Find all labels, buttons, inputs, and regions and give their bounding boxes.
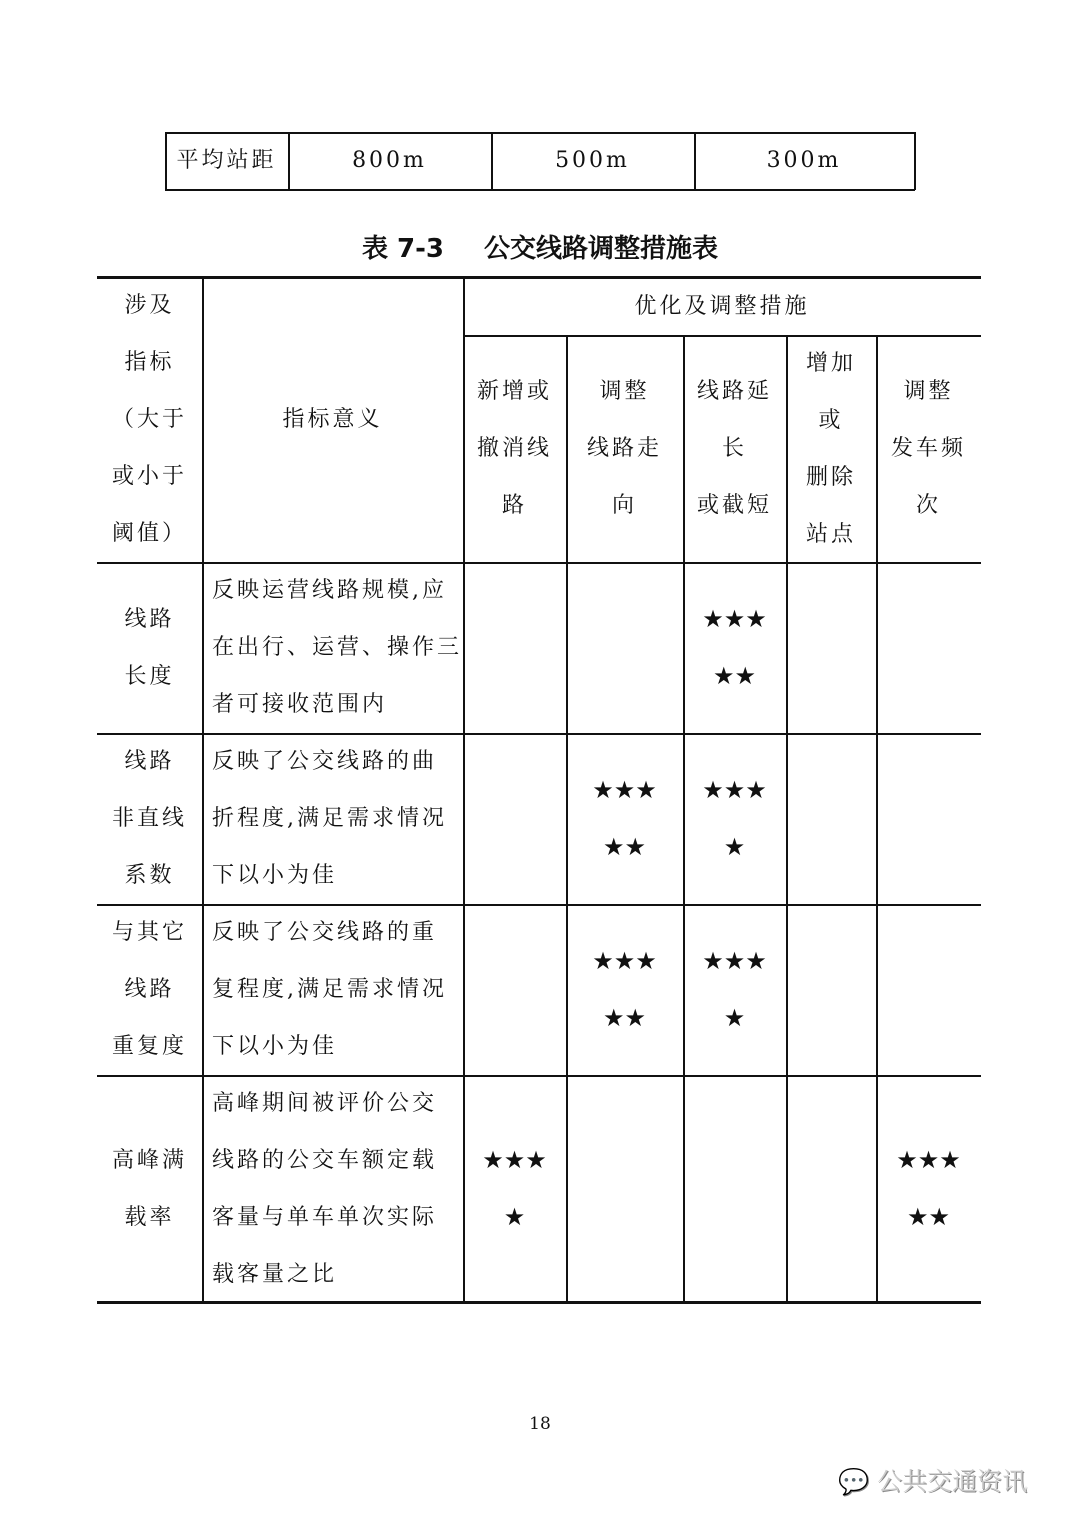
horizontal-rule bbox=[165, 189, 915, 191]
cell-text-line: （大于 bbox=[111, 407, 187, 432]
cell-text-line: ★★ bbox=[906, 1202, 951, 1231]
star-rating bbox=[463, 1075, 566, 1302]
cell-text-line: 线路 bbox=[124, 977, 175, 1002]
cell-text-line: ★★★ bbox=[702, 946, 767, 975]
spacing-label bbox=[165, 132, 288, 189]
vertical-rule bbox=[914, 132, 916, 190]
cell-text-line: 或小于 bbox=[111, 464, 187, 489]
cell-text-line: 折程度,满足需求情况 bbox=[212, 806, 447, 831]
spacing-value bbox=[491, 132, 694, 189]
star-rating bbox=[683, 904, 786, 1075]
cell-text-line: 或截短 bbox=[696, 493, 772, 518]
cell-text-line: ★★★ bbox=[702, 604, 767, 633]
header-measure bbox=[463, 335, 566, 562]
cell-text-line: 复程度,满足需求情况 bbox=[212, 977, 447, 1002]
star-rating bbox=[786, 904, 876, 1075]
indicator-name bbox=[97, 1075, 202, 1302]
cell-text-line: 线路 bbox=[124, 606, 175, 632]
cell-text-line: 300m bbox=[766, 148, 842, 173]
cell-text-line: 高峰满 bbox=[111, 1147, 187, 1173]
cell-text-line: 者可接收范围内 bbox=[212, 692, 388, 717]
cell-text-line: ★★ bbox=[602, 832, 647, 861]
star-rating bbox=[566, 733, 683, 904]
cell-text-line: 线路的公交车额定载 bbox=[212, 1147, 438, 1173]
star-rating bbox=[566, 1075, 683, 1302]
header-measures-group bbox=[463, 277, 981, 335]
cell-text-line: ★★★ bbox=[896, 1145, 961, 1174]
cell-text-line: 新增或 bbox=[476, 379, 552, 404]
cell-text-line: 删除 bbox=[805, 464, 856, 490]
star-rating bbox=[463, 562, 566, 733]
wechat-icon: 💬 bbox=[838, 1467, 870, 1496]
cell-text-line: 平均站距 bbox=[176, 148, 277, 173]
star-rating bbox=[876, 904, 981, 1075]
cell-text-line: ★ bbox=[723, 832, 746, 861]
cell-text-line: 指标意义 bbox=[282, 407, 383, 432]
star-rating bbox=[566, 904, 683, 1075]
cell-text-line: ★★★ bbox=[592, 946, 657, 975]
cell-text-line: 下以小为佳 bbox=[212, 863, 338, 888]
header-indicator bbox=[97, 277, 202, 562]
spacing-value bbox=[288, 132, 491, 189]
cell-text-line: 站点 bbox=[805, 521, 856, 547]
cell-text-line: 与其它 bbox=[111, 920, 187, 945]
cell-text-line: 优化及调整措施 bbox=[634, 293, 810, 319]
star-rating bbox=[683, 733, 786, 904]
star-rating bbox=[876, 1075, 981, 1302]
cell-text-line: 反映了公交线路的曲 bbox=[212, 749, 438, 774]
cell-text-line: 涉及 bbox=[124, 293, 175, 318]
indicator-meaning bbox=[202, 1075, 463, 1302]
cell-text-line: 调整 bbox=[599, 379, 650, 404]
cell-text-line: 在出行、运营、操作三 bbox=[212, 635, 463, 660]
indicator-meaning bbox=[202, 733, 463, 904]
cell-text-line: 800m bbox=[352, 148, 427, 173]
star-rating bbox=[463, 733, 566, 904]
page-number: 18 bbox=[529, 1414, 551, 1434]
cell-text-line: 反映了公交线路的重 bbox=[212, 920, 438, 945]
watermark bbox=[838, 1462, 1027, 1498]
star-rating bbox=[463, 904, 566, 1075]
cell-text-line: 增加 bbox=[805, 350, 856, 376]
cell-text-line: 长 bbox=[721, 436, 747, 461]
cell-text-line: 撤消线 bbox=[476, 436, 552, 461]
cell-text-line: 载客量之比 bbox=[212, 1261, 338, 1287]
star-rating bbox=[876, 733, 981, 904]
cell-text-line: 次 bbox=[915, 493, 941, 518]
watermark-text: 公共交通资讯 bbox=[877, 1467, 1028, 1496]
header-measure bbox=[566, 335, 683, 562]
header-measure bbox=[786, 335, 876, 562]
cell-text-line: 线路 bbox=[124, 749, 175, 774]
cell-text-line: 或 bbox=[818, 407, 844, 433]
cell-text-line: 调整 bbox=[903, 379, 954, 404]
header-measure bbox=[876, 335, 981, 562]
indicator-meaning bbox=[202, 904, 463, 1075]
star-rating bbox=[786, 733, 876, 904]
spacing-value bbox=[694, 132, 914, 189]
cell-text-line: ★ bbox=[723, 1003, 746, 1032]
cell-text-line: 下以小为佳 bbox=[212, 1034, 338, 1059]
cell-text-line: 系数 bbox=[124, 863, 175, 888]
indicator-meaning bbox=[202, 562, 463, 733]
cell-text-line: 反映运营线路规模,应 bbox=[212, 578, 447, 603]
cell-text-line: ★★ bbox=[602, 1003, 647, 1032]
indicator-name bbox=[97, 562, 202, 733]
header-measure bbox=[683, 335, 786, 562]
indicator-name bbox=[97, 733, 202, 904]
table-name: 公交线路调整措施表 bbox=[484, 234, 719, 264]
cell-text-line: 500m bbox=[555, 148, 630, 173]
cell-text-line: 载率 bbox=[124, 1204, 175, 1230]
cell-text-line: 指标 bbox=[124, 350, 175, 375]
cell-text-line: 路 bbox=[501, 493, 527, 518]
cell-text-line: 线路走 bbox=[586, 436, 662, 461]
cell-text-line: 线路延 bbox=[696, 379, 772, 404]
cell-text-line: ★★★ bbox=[482, 1145, 547, 1174]
cell-text-line: 重复度 bbox=[111, 1034, 187, 1059]
cell-text-line: 向 bbox=[611, 493, 637, 518]
indicator-name bbox=[97, 904, 202, 1075]
table-title bbox=[0, 228, 1080, 265]
star-rating bbox=[566, 562, 683, 733]
star-rating bbox=[786, 1075, 876, 1302]
cell-text-line: 发车频 bbox=[890, 436, 966, 461]
cell-text-line: 客量与单车单次实际 bbox=[212, 1204, 438, 1230]
cell-text-line: 高峰期间被评价公交 bbox=[212, 1090, 438, 1116]
cell-text-line: 阈值） bbox=[111, 521, 187, 546]
cell-text-line: ★★★ bbox=[702, 775, 767, 804]
cell-text-line: ★ bbox=[503, 1202, 526, 1231]
cell-text-line: 非直线 bbox=[111, 806, 187, 831]
header-meaning bbox=[202, 277, 463, 562]
table-number: 表 7-3 bbox=[361, 234, 444, 264]
star-rating bbox=[786, 562, 876, 733]
star-rating bbox=[683, 562, 786, 733]
star-rating bbox=[683, 1075, 786, 1302]
cell-text-line: ★★★ bbox=[592, 775, 657, 804]
star-rating bbox=[876, 562, 981, 733]
cell-text-line: ★★ bbox=[712, 661, 757, 690]
cell-text-line: 长度 bbox=[124, 663, 175, 689]
